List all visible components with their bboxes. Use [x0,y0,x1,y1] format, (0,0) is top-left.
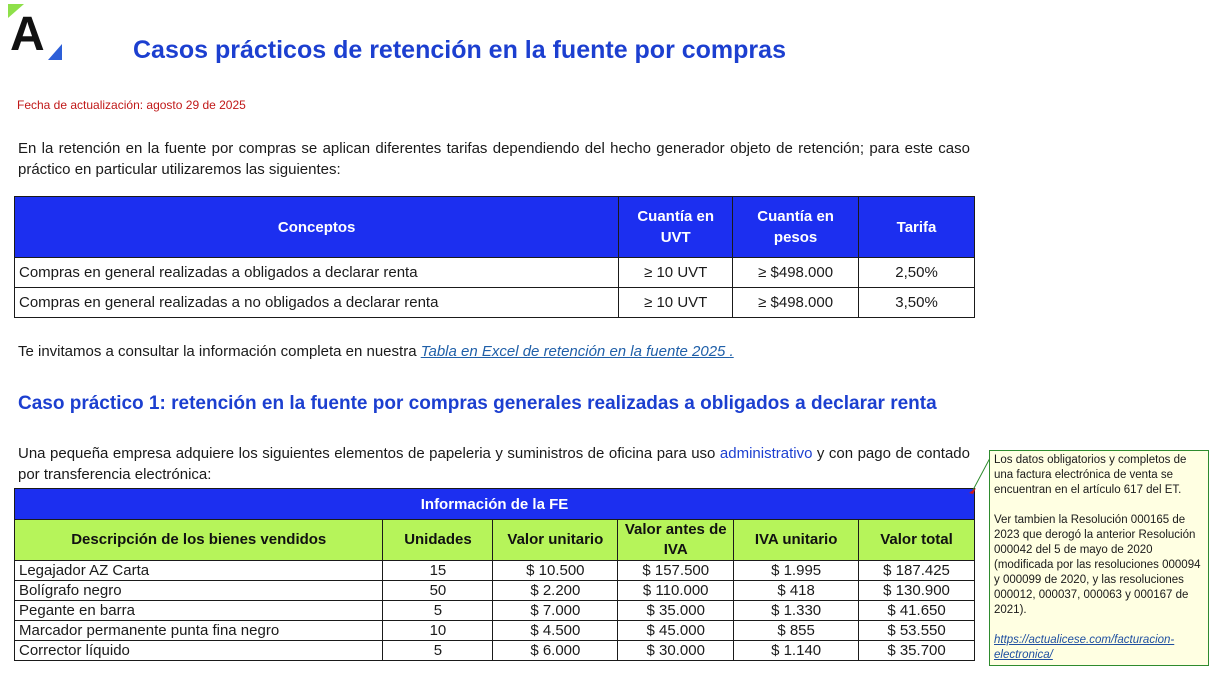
note-paragraph-2: Ver tambien la Resolución 000165 de 2023 que derogó la anterior Resolución 000042 del 5 de mayo de 2020 (modificada por las resoluciones 000094 y 000099 de 2020, y las resoluciones 000012, 000037, 000063 y 000167 de 2021). [994,514,1201,616]
rates-header-concepts: Conceptos [15,197,619,258]
invoice-cell-units: 15 [383,561,493,581]
rates-table [14,196,975,318]
rates-cell-uvt: ≥ 10 UVT [619,258,733,288]
rates-cell-rate: 3,50% [859,288,975,318]
rates-cell-concept: Compras en general realizadas a no obligados a declarar renta [15,288,619,318]
invoice-cell-unit-value: $ 4.500 [493,621,618,641]
table-row [15,561,975,581]
invite-suffix: . [729,343,734,360]
table-row [15,288,975,318]
rates-cell-concept: Compras en general realizadas a obligados a declarar renta [15,258,619,288]
invoice-cell-unit-value: $ 10.500 [493,561,618,581]
rates-header-uvt: Cuantía en UVT [619,197,733,258]
table-row [15,601,975,621]
case1-desc-before: Una pequeña empresa adquiere los siguientes elementos de papeleria y suministros de oficina para uso [18,445,720,462]
table-row [15,641,975,661]
invoice-cell-unit-value: $ 6.000 [493,641,618,661]
invoice-cell-unit-vat: $ 1.995 [734,561,859,581]
rates-cell-pesos: ≥ $498.000 [733,258,859,288]
invoice-cell-unit-value: $ 2.200 [493,581,618,601]
rates-cell-pesos: ≥ $498.000 [733,288,859,318]
invoice-cell-pre-vat: $ 30.000 [618,641,734,661]
table-row [15,621,975,641]
invoice-cell-units: 50 [383,581,493,601]
invoice-header-description: Descripción de los bienes vendidos [15,520,383,561]
table-row [15,258,975,288]
case1-heading: Caso práctico 1: retención en la fuente por compras generales realizadas a obligados a declarar renta [18,393,937,414]
rates-cell-rate: 2,50% [859,258,975,288]
invoice-cell-description: Marcador permanente punta fina negro [15,621,383,641]
invite-text: Te invitamos a consultar la información completa en nuestra [18,343,421,360]
invoice-cell-unit-vat: $ 418 [734,581,859,601]
invoice-cell-total: $ 53.550 [859,621,975,641]
invoice-cell-pre-vat: $ 45.000 [618,621,734,641]
invoice-cell-pre-vat: $ 157.500 [618,561,734,581]
invoice-cell-unit-vat: $ 1.330 [734,601,859,621]
table-row [15,581,975,601]
invoice-cell-total: $ 187.425 [859,561,975,581]
invite-paragraph [18,341,970,362]
comment-note[interactable] [989,450,1209,666]
invoice-cell-description: Legajador AZ Carta [15,561,383,581]
invoice-header-unit-vat: IVA unitario [734,520,859,561]
invoice-cell-pre-vat: $ 110.000 [618,581,734,601]
invoice-cell-description: Pegante en barra [15,601,383,621]
rates-header-pesos: Cuantía en pesos [733,197,859,258]
invoice-header-pre-vat: Valor antes de IVA [618,520,734,561]
comment-marker-icon [969,488,976,494]
logo-letter: A [10,8,45,60]
invoice-cell-unit-vat: $ 1.140 [734,641,859,661]
invoice-cell-description: Bolígrafo negro [15,581,383,601]
case1-desc-highlight: administrativo [719,445,813,462]
case1-desc-after: y con pago de contado por transferencia electrónica: [18,445,970,483]
note-paragraph-1: Los datos obligatorios y completos de una factura electrónica de venta se encuentran en el artículo 617 del ET. [994,454,1187,496]
case1-description [18,443,970,485]
invoice-cell-units: 5 [383,601,493,621]
invoice-cell-units: 5 [383,641,493,661]
invoice-header-total: Valor total [859,520,975,561]
invoice-cell-units: 10 [383,621,493,641]
note-link[interactable]: https://actualicese.com/facturacion-electronica/ [994,634,1175,661]
invoice-cell-pre-vat: $ 35.000 [618,601,734,621]
excel-table-link[interactable]: Tabla en Excel de retención en la fuente 2025 [420,343,730,360]
invoice-header-unit-value: Valor unitario [493,520,618,561]
invoice-cell-total: $ 41.650 [859,601,975,621]
invoice-cell-unit-value: $ 7.000 [493,601,618,621]
rates-cell-uvt: ≥ 10 UVT [619,288,733,318]
update-date: Fecha de actualización: agosto 29 de 2025 [17,98,246,112]
actualicese-logo [8,4,62,60]
invoice-caption: Información de la FE [15,489,975,520]
invoice-header-units: Unidades [383,520,493,561]
invoice-table [14,488,975,661]
invoice-cell-description: Corrector líquido [15,641,383,661]
intro-paragraph: En la retención en la fuente por compras se aplican diferentes tarifas dependiendo del hecho generador objeto de retención; para este caso práctico en particular utilizaremos las siguientes: [18,140,970,178]
page-title: Casos prácticos de retención en la fuente por compras [133,36,786,64]
invoice-cell-unit-vat: $ 855 [734,621,859,641]
invoice-cell-total: $ 130.900 [859,581,975,601]
invoice-cell-total: $ 35.700 [859,641,975,661]
rates-header-rate: Tarifa [859,197,975,258]
